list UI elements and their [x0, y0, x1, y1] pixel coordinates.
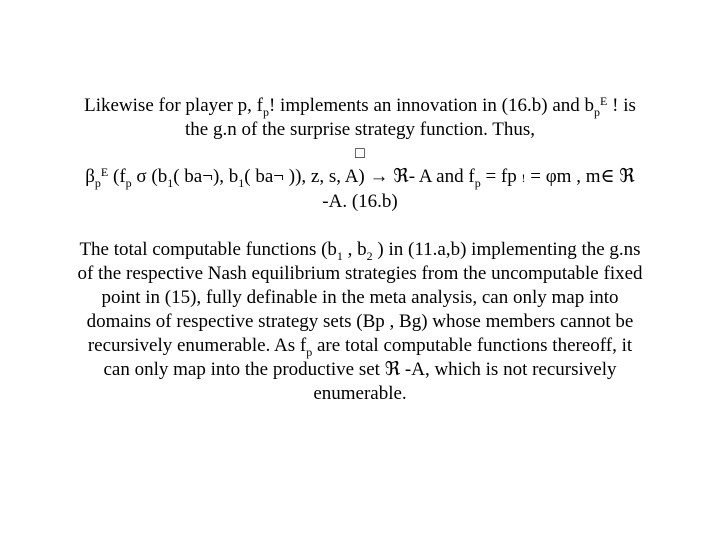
text: The total computable functions (b [79, 239, 337, 260]
text: ( ba¬ )), z, s, A) → ℜ- A and f [244, 166, 475, 187]
subscript: 1 [238, 176, 245, 190]
paragraph2-line7: enumerable. [313, 383, 407, 404]
text: , b [342, 239, 367, 260]
text: Likewise for player p, f [84, 95, 263, 116]
subscript: 1 [336, 249, 343, 263]
text: ) in (11.a,b) implementing the g.ns [372, 239, 641, 260]
paragraph2-line1 [0, 239, 720, 261]
text: are total computable functions thereoff, it [312, 335, 633, 356]
subscript: p [594, 105, 601, 119]
paragraph2-line5 [0, 335, 720, 357]
paragraph1-line1 [0, 95, 720, 117]
paragraph2-line3: point in (15), fully definable in the meta analysis, can only map into [101, 287, 619, 308]
superscript: E [100, 165, 109, 179]
formula-line [0, 166, 720, 189]
text: (f [108, 166, 126, 187]
subscript: 1 [167, 176, 174, 190]
text: ! implements an innovation in (16.b) and b [268, 95, 595, 116]
text: ! is [607, 95, 636, 116]
text-small: ! [521, 171, 526, 185]
paragraph2-line2: of the respective Nash equilibrium strategies from the uncomputable fixed [77, 263, 643, 284]
text: ( ba¬), b [173, 166, 239, 187]
subscript: p [94, 176, 101, 190]
subscript: p [262, 105, 269, 119]
missing-glyph-box: □ [355, 145, 365, 162]
subscript: 2 [366, 249, 373, 263]
text: β [85, 166, 95, 187]
paragraph2-line6: can only map into the productive set ℜ -A, which is not recursively [103, 359, 617, 380]
text: recursively enumerable. As f [87, 335, 307, 356]
text: σ (b [131, 166, 168, 187]
paragraph2-line4: domains of respective strategy sets (Bp , Bg) whose members cannot be [86, 311, 634, 332]
text: = φm , m∈ ℜ [525, 166, 635, 187]
paragraph1-line2: the g.n of the surprise strategy function. Thus, [184, 119, 536, 140]
formula-continuation: -A. (16.b) [322, 191, 398, 212]
text: = fp [480, 166, 522, 187]
subscript: p [474, 176, 481, 190]
superscript: E [600, 94, 608, 108]
subscript: p [306, 345, 313, 359]
subscript: p [125, 176, 132, 190]
